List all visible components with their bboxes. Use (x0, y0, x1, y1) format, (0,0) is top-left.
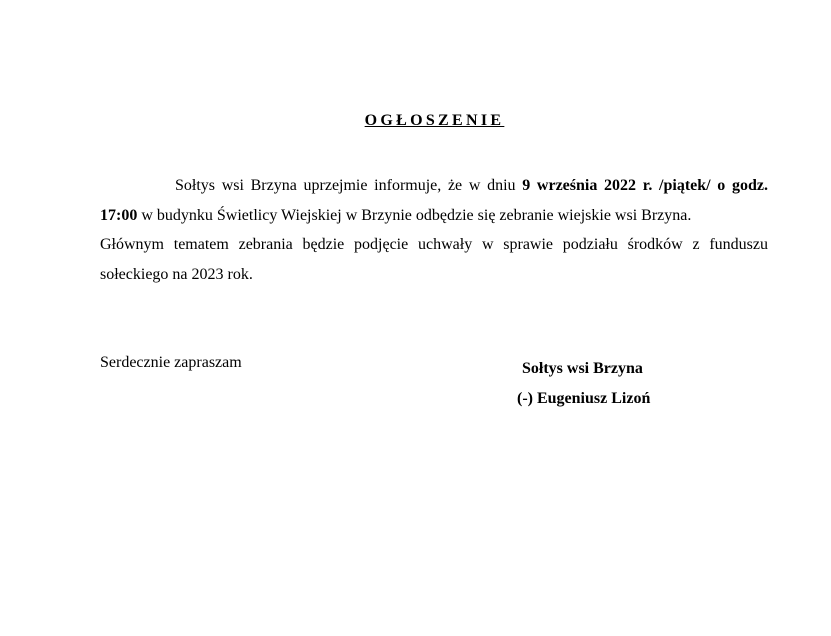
announcement-paragraph-meeting (100, 171, 768, 230)
meeting-date-time: 9 września 2022 r. /piątek/ o godz. 17:00 (100, 177, 768, 224)
signature-name: (-) Eugeniusz Lizoń (517, 390, 651, 407)
paragraph-text-intro: Sołtys wsi Brzyna uprzejmie informuje, że w dniu (175, 177, 523, 194)
signature-role: Sołtys wsi Brzyna (522, 360, 643, 377)
closing-invitation: Serdecznie zapraszam (100, 354, 242, 371)
paragraph-text-location: w budynku Świetlicy Wiejskiej w Brzynie odbędzie się zebranie wiejskie wsi Brzyna. (137, 206, 692, 224)
announcement-title: OGŁOSZENIE (364, 112, 505, 129)
announcement-paragraph-topic: Głównym tematem zebrania będzie podjęcie uchwały w sprawie podziału środków z funduszu sołeckiego na 2023 rok. (100, 236, 768, 283)
signature-block (500, 354, 700, 414)
announcement-body (100, 171, 768, 289)
